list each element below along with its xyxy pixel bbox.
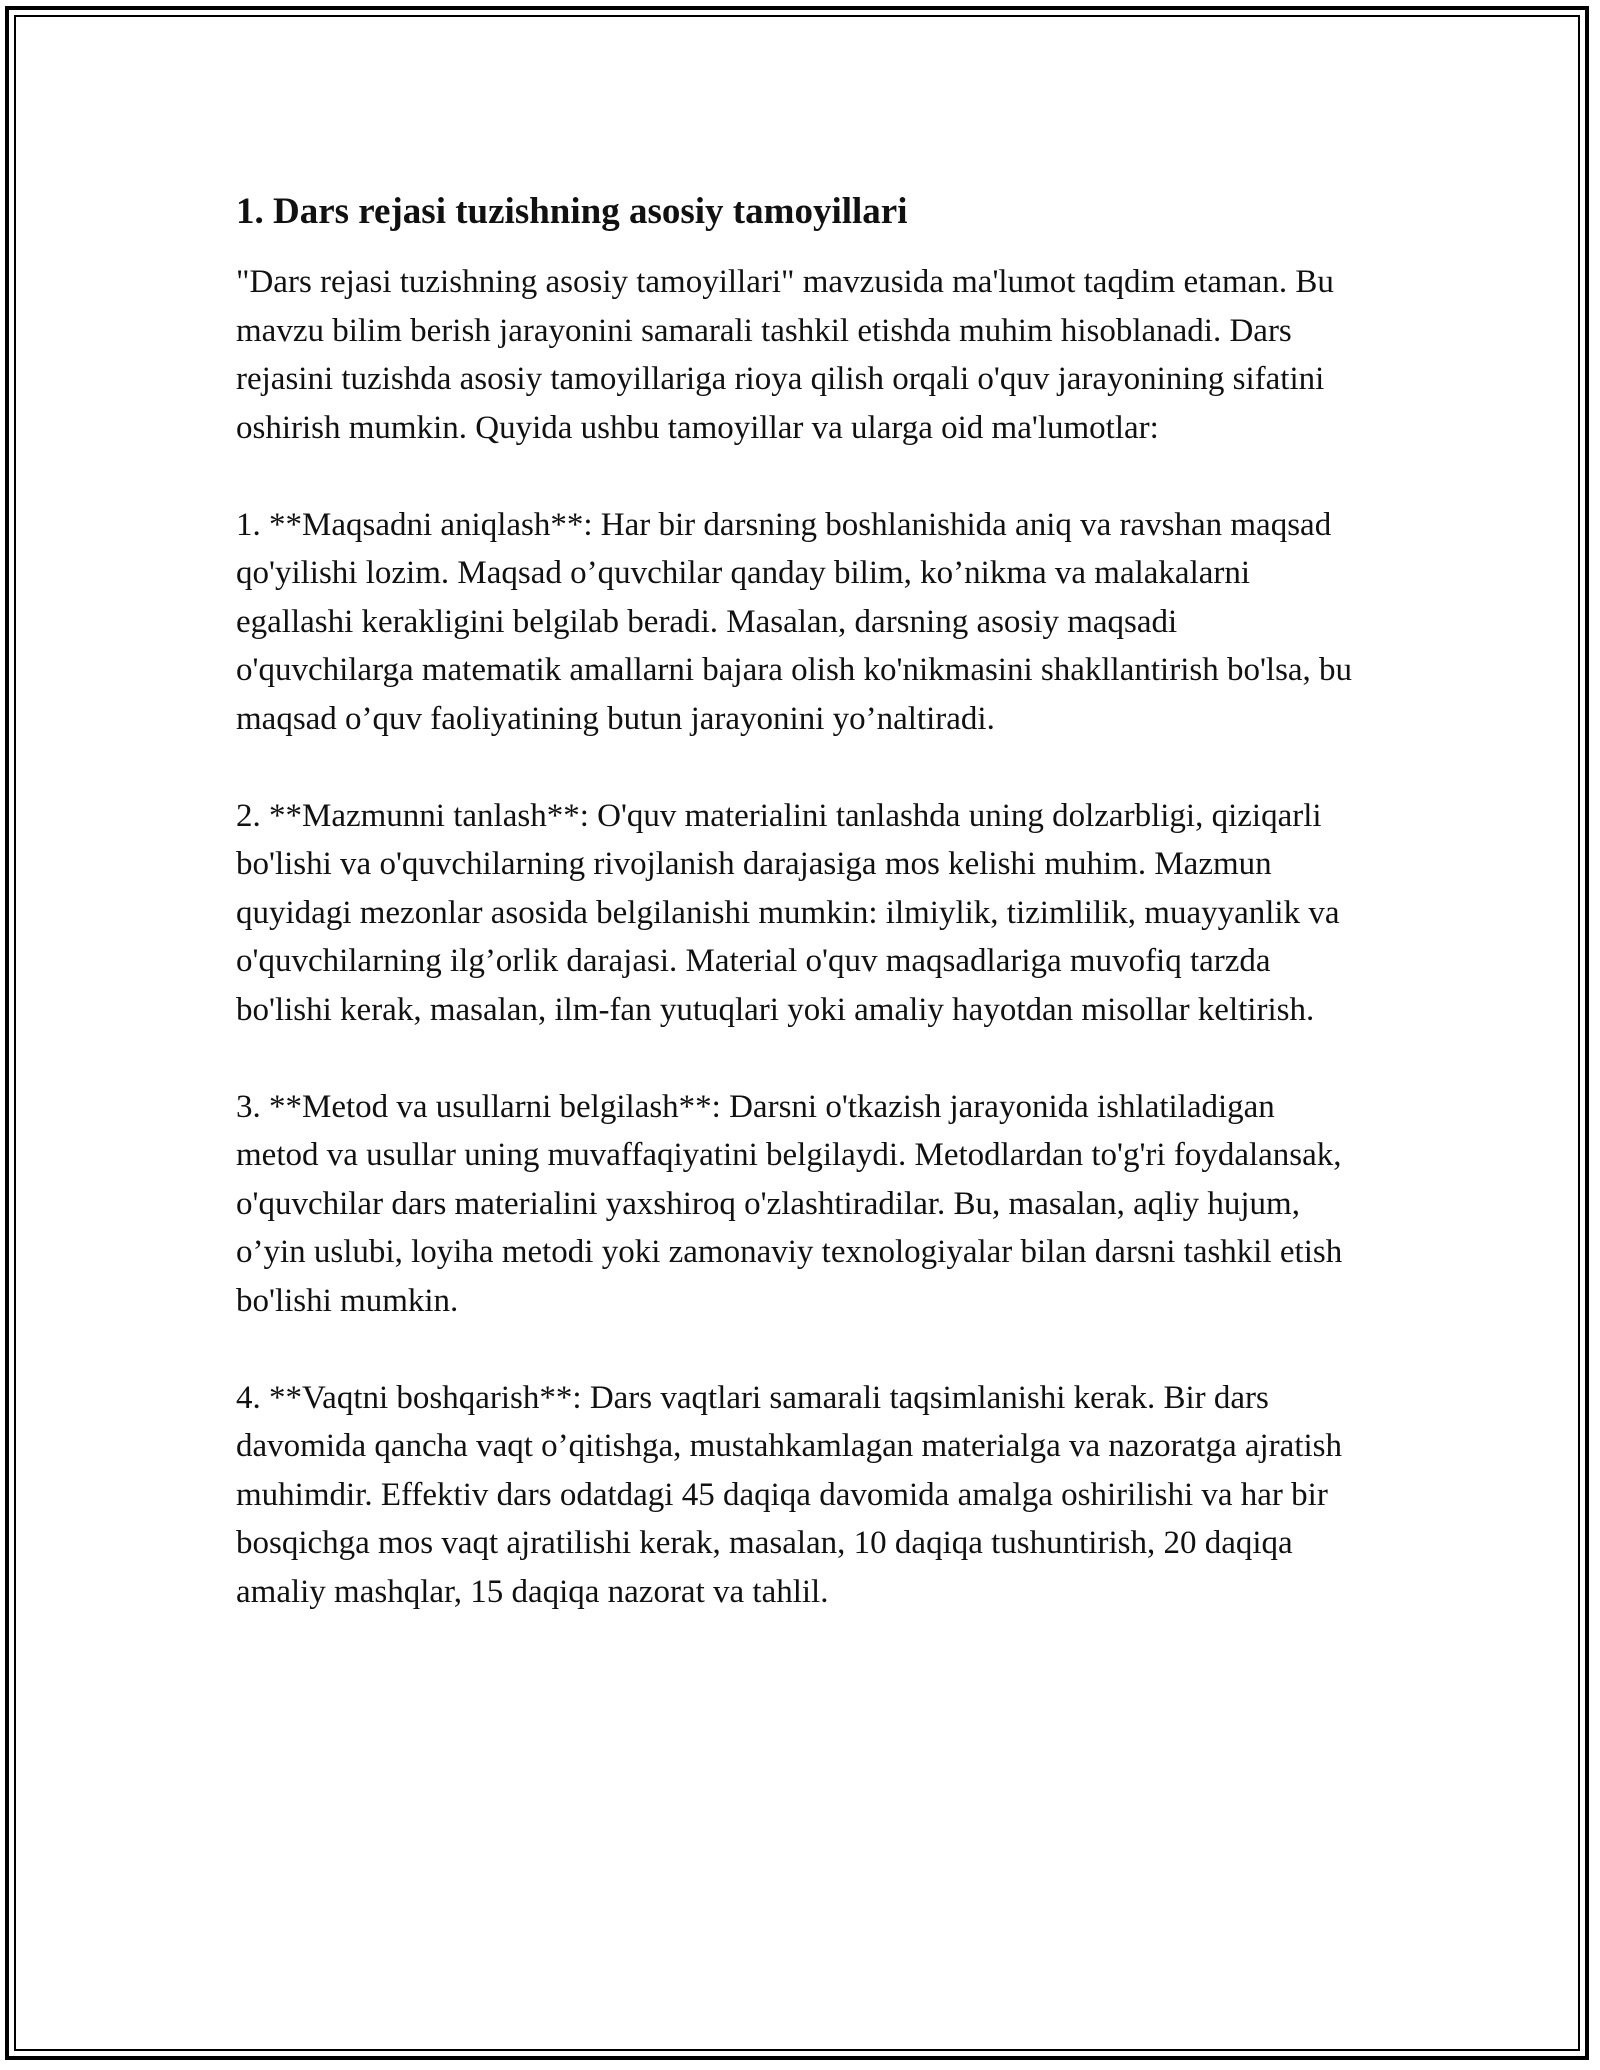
principle-content-paragraph: 2. **Mazmunni tanlash**: O'quv materialini tanlashda uning dolzarbligi, qiziqarli bo'lishi va o'quvchilarning rivojlanish darajasiga mos kelishi muhim. Mazmun quyidagi mezonlar asosida belgilanishi mumkin: ilmiylik, tizimlilik, muayyanlik va o'quvchilarning ilg’orlik darajasi. Material o'quv maqsadlariga muvofiq tarzda bo'lishi kerak, masalan, ilm-fan yutuqlari yoki amaliy hayotdan misollar keltirish. bbox=[236, 797, 1340, 1028]
section-heading: 1. Dars rejasi tuzishning asosiy tamoyillari bbox=[236, 191, 908, 232]
document-body bbox=[236, 188, 1361, 1665]
principle-time-paragraph: 4. **Vaqtni boshqarish**: Dars vaqtlari samarali taqsimlanishi kerak. Bir dars davomida qancha vaqt o’qitishga, mustahkamlagan materialga va nazoratga ajratish muhimdir. Effektiv dars odatdagi 45 daqiqa davomida amalga oshirilishi va har bir bosqichga mos vaqt ajratilishi kerak, masalan, 10 daqiqa tushuntirish, 20 daqiqa amaliy mashqlar, 15 daqiqa nazorat va tahlil. bbox=[236, 1379, 1342, 1610]
principle-goal-paragraph: 1. **Maqsadni aniqlash**: Har bir darsning boshlanishida aniq va ravshan maqsad qo'yilishi lozim. Maqsad o’quvchilar qanday bilim, ko’nikma va malakalarni egallashi kerakligini belgilab beradi. Masalan, darsning asosiy maqsadi o'quvchilarga matematik amallarni bajara olish ko'nikmasini shakllantirish bo'lsa, bu maqsad o’quv faoliyatining butun jarayonini yo’naltiradi. bbox=[236, 506, 1353, 737]
intro-paragraph: "Dars rejasi tuzishning asosiy tamoyillari" mavzusida ma'lumot taqdim etaman. Bu mavzu bilim berish jarayonini samarali tashkil etishda muhim hisoblanadi. Dars rejasini tuzishda asosiy tamoyillariga rioya qilish orqali o'quv jarayonining sifatini oshirish mumkin. Quyida ushbu tamoyillar va ularga oid ma'lumotlar: bbox=[236, 264, 1334, 446]
principle-methods-paragraph: 3. **Metod va usullarni belgilash**: Darsni o'tkazish jarayonida ishlatiladigan metod va usullar uning muvaffaqiyatini belgilaydi. Metodlardan to'g'ri foydalansak, o'quvchilar dars materialini yaxshiroq o'zlashtiradilar. Bu, masalan, aqliy hujum, o’yin uslubi, loyiha metodi yoki zamonaviy texnologiyalar bilan darsni tashkil etish bo'lishi mumkin. bbox=[236, 1088, 1343, 1319]
